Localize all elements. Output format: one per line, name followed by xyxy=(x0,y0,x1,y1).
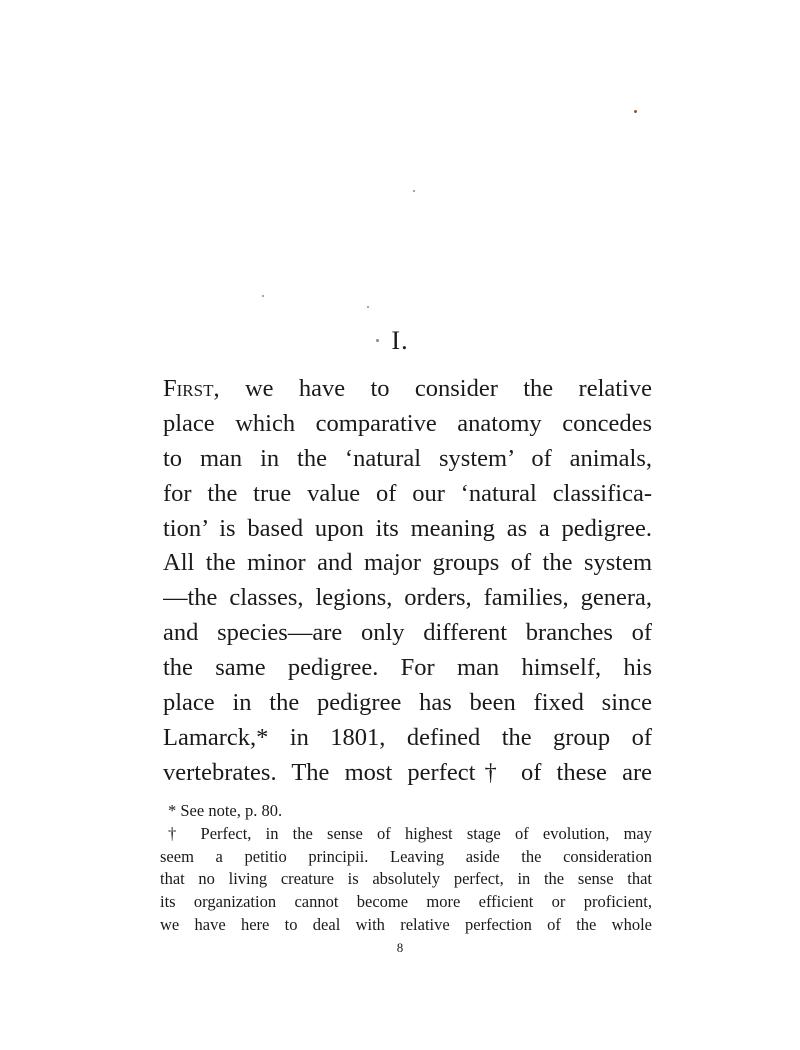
footnote-dagger-line: that no living creature is absolutely perfect, in the sense that xyxy=(160,869,652,889)
paragraph-line: tion’ is based upon its meaning as a pedigree. xyxy=(163,514,652,542)
paragraph-line: to man in the ‘natural system’ of animals, xyxy=(163,444,652,472)
opening-word: First, xyxy=(163,375,220,402)
paragraph-line: All the minor and major groups of the system xyxy=(163,549,652,577)
paragraph-line: vertebrates. The most perfect† of these are xyxy=(163,758,652,786)
paragraph-line: place which comparative anatomy concedes xyxy=(163,409,652,437)
footnote-dagger-line: † Perfect, in the sense of highest stage of evolution, may xyxy=(168,823,652,843)
paragraph-line: First, we have to consider the relative xyxy=(163,375,652,402)
footnote-dagger-line: we have here to deal with relative perfection of the whole xyxy=(160,914,652,934)
footnote-dagger-line: its organization cannot become more efficient or proficient, xyxy=(160,892,652,912)
chapter-number: I. xyxy=(391,326,409,355)
print-speck xyxy=(262,295,264,297)
footnote-dagger-line: seem a petitio principii. Leaving aside the consideration xyxy=(160,846,652,866)
page-number: 8 xyxy=(396,940,404,955)
paragraph-line: the same pedigree. For man himself, his xyxy=(163,654,652,682)
paragraph-line: for the true value of our ‘natural classifica- xyxy=(163,479,652,507)
footnote-asterisk: * See note, p. 80. xyxy=(168,801,283,820)
footnotes xyxy=(160,800,652,937)
print-speck xyxy=(634,110,637,113)
main-paragraph xyxy=(163,372,652,791)
paragraph-line: —the classes, legions, orders, families, genera, xyxy=(163,584,652,612)
paragraph-line: place in the pedigree has been fixed since xyxy=(163,689,652,717)
paragraph-line: and species—are only different branches of xyxy=(163,619,652,647)
print-speck xyxy=(367,306,369,308)
print-speck xyxy=(413,190,415,192)
paragraph-line: Lamarck,* in 1801, defined the group of xyxy=(163,723,652,751)
